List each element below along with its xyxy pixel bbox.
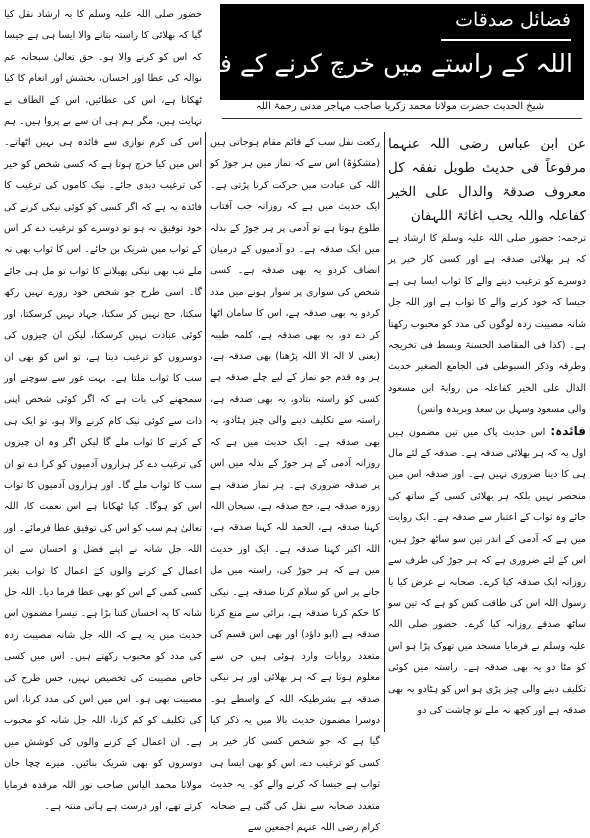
article-title-block <box>177 4 584 100</box>
article-title: اللہ کے راستے میں خرچ کرنے کے فائدے <box>177 49 573 78</box>
middle-column <box>210 132 380 833</box>
fayda-label: فائدہ: <box>550 423 586 438</box>
fayda-paragraph <box>388 421 586 722</box>
column-divider-left <box>205 132 206 732</box>
author-byline: شیخ الحدیث حضرت مولانا محمد زکریا صاحب مہاجر مدنی رحمۃ اللہ <box>255 101 545 112</box>
left-column-text: حضور صلی اللہ علیہ وسلم کا یہ ارشاد نقل کیا گیا کہ بھلائی کا راستہ بتانے والا ایسا ہی ہے جیسا کہ اس کو کرنے والا ہو۔ حق تعالیٰ سبحانہ عم نوالہ کی عطا اور احسان، بخشش اور انعام کا کیا ٹھکانا ہے، اس کی عطائیں، اس کے الطاف بے نہایت ہیں، مگر ہم ہی ان سے بے پروا ہیں۔ ہم اس کی کرم نوازی سے فائدہ ہی نہیں اٹھاتے۔ اس میں کیا خرچ ہوتا ہے کہ کسی شخص کو خیر کی ترغیب دیدی جائے۔ نیک کاموں کی ترغیب کا فائدہ یہ ہے کہ اگر کسی کو کوئی نیکی کرنے کی خود توفیق نہ ہو تو دوسرے کو ترغیب دے کر اس کے ثواب میں شریک بن جائے۔ اس کا ثواب بھی نہ ملے تب بھی نیکی پھیلانے کا ثواب تو مل ہی جائے گا۔ اسی طرح جو شخص خود روزے نہیں رکھ سکتا، حج نہیں کر سکتا، جہاد نہیں کرسکتا، اور کوئی عبادت نہیں کرسکتا، لیکن ان چیزوں کی دوسروں کو ترغیب دیتا ہے، تو اس کو بھی ان سب کا ثواب ملتا ہے۔ بہت غور سے سوچنے اور سمجھنے کی بات ہے کہ اگر کوئی شخص اپنی ذات سے کوئی نیک کام کرنے والا ہو، تو ایک ہی کے کرنے کا ثواب ملے گا لیکن اگر وہ ان چیزوں کی ترغیب دے کر ہزاروں آدمیوں کو کرا دے تو ان سب کا ثواب ملے گا۔ اور ہزاروں آدمیوں کا ثواب اس کو ہوگا۔ کیا ٹھکانا ہے اس نعمت کا، اللہ تعالیٰ ہم سب کو اس کی توفیق عطا فرمائے۔ اور اللہ جل شانہ نے اپنے فضل و احسان سے ان اعمال کے کرنے والوں کے اعمال کا ثواب بغیر کسی کمی کے اس کو بھی عطا فرما دیا۔ اللہ جل شانہ کا یہ احسان کتنا بڑا ہے۔ تیسرا مضمون اس حدیث میں یہ ہے کہ اللہ جل شانہ مصیبت زدہ کی مدد کو محبوب رکھتے ہیں۔ اس میں کسی خاص مصیبت کی تخصیص نہیں، جس طرح کی مصیبت بھی ہو۔ اس میں اس کی مدد کرنا، اس کی تکلیف کو کم کرنا، اللہ جل شانہ کو محبوب ہے۔ ان اعمال کے کرنے والوں کی کوشش میں دوسروں کو بھی شریک بنائیں۔ میرے چچا جان مولانا محمد الیاس صاحب نور اللہ مرقدہ فرمایا کرتے تھے، اور درست ہے ہاتی منتہ ہے۔ <box>4 9 202 813</box>
byline-divider <box>222 118 582 119</box>
fayda-text: اس حدیث پاک میں تین مضمون ہیں اول یہ کہ ہر بھلائی صدقہ ہے۔ صدقہ کے لئے مال ہی کا دینا ضروری نہیں ہے۔ اور صدقہ اس میں منحصر نہیں بلکہ ہر بھلائی کسی کے ساتھ کی جائے وہ ثواب کے اعتبار سے صدقہ ہے۔ ایک روایت میں ہے کہ آدمی کے اندر تین سو ساٹھ جوڑ ہیں، اس کے لئے ضروری ہے کہ ہر جوڑ کی طرف سے روزانہ ایک صدقہ کیا کرے۔ صحابہ نے عرض کیا یا رسول اللہ اس کی طاقت کس کو ہے کہ تین سو ساٹھ صدقے روزانہ کیا کرے۔ حضور صلی اللہ علیہ وسلم نے فرمایا مسجد میں تھوک پڑا ہو اس کو مٹا دو یہ بھی صدقہ ہے۔ راستہ میں کوئی تکلیف دینے والی چیز پڑی ہو اس کو ہٹادو یہ بھی صدقہ ہے اور کچھ نہ ملے تو چاشت کی دو <box>388 426 586 716</box>
middle-column-text: رکعت نفل سب کے قائم مقام ہوجاتی ہیں (مشکوٰۃ) اس سے کہ نماز میں ہر جوڑ کو اللہ کی عبادت میں حرکت کرنا پڑتی ہے۔ ایک حدیث میں ہے کہ روزانہ جب آفتاب طلوع ہوتا ہے تو آدمی پر ہر جوڑ کے بدلہ میں ایک صدقہ ہے۔ دو آدمیوں کے درمیان انصاف کردو یہ بھی صدقہ ہے۔ کسی شخص کی سواری پر سوار ہونے میں مدد کردو یہ بھی صدقہ ہے، اس کا سامان اٹھا کر دے دو، یہ بھی صدقہ ہے، کلمہ طیبہ (یعنی لا الہ الا اللہ پڑھنا) بھی صدقہ ہے، ہر وہ قدم جو نماز کے لیے چلے صدقہ ہے کسی کو راستہ بتادو، یہ بھی صدقہ ہے، راستہ سے تکلیف دینے والی چیز ہٹادو، یہ بھی صدقہ ہے۔ ایک حدیث میں ہے کہ روزانہ آدمی کے ہر جوڑ کے بدلہ میں اس پر صدقہ ضروری ہے۔ ہر نماز صدقہ ہے روزہ صدقہ ہے، حج صدقہ ہے، سبحان اللہ کہنا صدقہ ہے، الحمد للہ کہنا صدقہ ہے، اللہ اکبر کہنا صدقہ ہے۔ ایک اور حدیث میں ہے کہ ہر جوڑ کی، راستہ میں مل جانے پر اس کو سلام کرنا صدقہ ہے۔ نیکی کا حکم کرنا صدقہ ہے، برائی سے منع کرنا صدقہ ہے (ابو داؤد) اور بھی اس قسم کی متعدد روایات وارد ہوئی ہیں جن سے معلوم ہوتا ہے کہ ہر بھلائی اور ہر نیکی صدقہ ہے بشرطیکہ اللہ کے واسطے ہو۔ دوسرا مضمون حدیث بالا میں یہ ذکر کیا گیا ہے کہ جو شخص کسی کار خیر پر کسی کو ترغیب دے، اس کو بھی ایسا ہی ثواب ہے جیسا کہ کرنے والے کو۔ یہ حدیث متعدد صحابہ سے نقل کی گئی ہے صحابہ کرام رضی اللہ عنہم اجمعین سے <box>210 137 380 833</box>
section-title-underline <box>441 39 571 41</box>
section-title: فضائل صدقات <box>455 9 571 31</box>
column-divider-right <box>384 132 385 732</box>
right-column <box>388 132 586 730</box>
translation-text: ترجمہ: حضور صلی اللہ علیہ وسلم کا ارشاد ہے کہ ہر بھلائی صدقہ ہے اور کسی کار خیر پر دوسرے کو ترغیب دینے والے کا ثواب ایسا ہی ہے جیسا کہ خود کرنے والے کا ثواب ہے اور اللہ جل شانہ مصیبت زدہ لوگوں کی مدد کو محبوب رکھتا ہے۔ (کذا فی المقاصد الحسنۃ وبسط فی تخریجہ وطرقہ وذکر السیوطی فی الجامع الصغیر حدیث الدال علی الخیر کفاعلہ من روایۃ ابن مسعود والی مسعود وسہل بن سعد وبریدہ وانس) <box>388 233 586 416</box>
left-column <box>4 4 202 813</box>
arabic-hadith: عن ابن عباس رضی اللہ عنہما مرفوعاً فی حدیث طویل نفقہ کل معروف صدقۃ والدال علی الخیر کفاعلہ واللہ یحب اغاثۃ اللہفان <box>388 136 586 224</box>
